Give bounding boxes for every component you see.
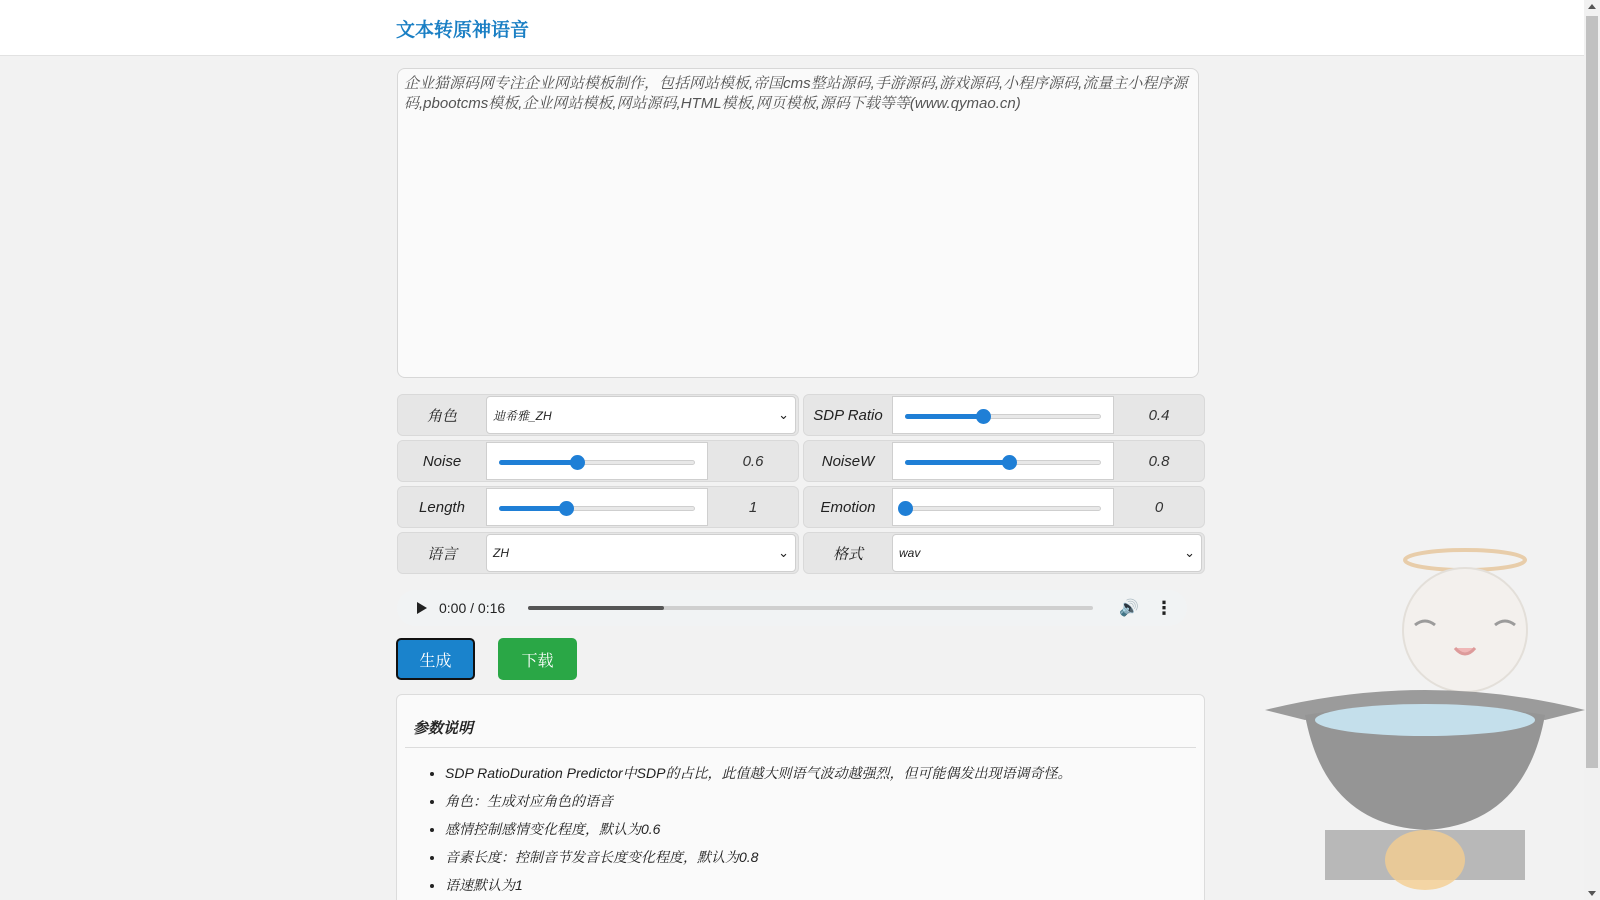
mascot-illustration bbox=[1265, 530, 1585, 900]
role-label: 角色 bbox=[398, 395, 486, 435]
audio-progress-fill bbox=[528, 606, 664, 610]
list-item: • 感情控制感情变化程度，默认为0.6 bbox=[445, 815, 1071, 843]
scrollbar-thumb[interactable] bbox=[1586, 16, 1598, 768]
scroll-up-icon[interactable] bbox=[1588, 4, 1596, 9]
format-control bbox=[803, 532, 1205, 574]
sdp-ratio-control bbox=[803, 394, 1205, 436]
audio-time: 0:00 / 0:16 bbox=[439, 600, 506, 616]
slider-fill bbox=[499, 460, 577, 465]
sdp-ratio-label: SDP Ratio bbox=[804, 395, 892, 435]
noisew-control bbox=[803, 440, 1205, 482]
language-select[interactable] bbox=[486, 534, 796, 572]
slider-track bbox=[905, 506, 1101, 511]
length-control bbox=[397, 486, 799, 528]
volume-icon[interactable]: 🔊 bbox=[1119, 600, 1139, 617]
noise-value: 0.6 bbox=[742, 452, 764, 470]
play-icon[interactable] bbox=[417, 602, 427, 614]
length-value: 1 bbox=[748, 498, 758, 516]
slider-handle[interactable] bbox=[570, 455, 585, 470]
text-input[interactable] bbox=[397, 68, 1199, 378]
audio-player bbox=[397, 590, 1187, 626]
noisew-value: 0.8 bbox=[1148, 452, 1170, 470]
slider-fill bbox=[905, 414, 983, 419]
slider-handle[interactable] bbox=[976, 409, 991, 424]
emotion-control bbox=[803, 486, 1205, 528]
more-options-icon[interactable]: ⋮ bbox=[1155, 597, 1173, 618]
format-select[interactable] bbox=[892, 534, 1202, 572]
slider-handle[interactable] bbox=[1002, 455, 1017, 470]
role-control bbox=[397, 394, 799, 436]
chevron-down-icon: ⌄ bbox=[778, 545, 789, 560]
noise-slider[interactable] bbox=[486, 442, 708, 480]
slider-fill bbox=[905, 460, 1009, 465]
role-select-value: 迪希雅_ZH bbox=[493, 408, 552, 423]
chevron-down-icon: ⌄ bbox=[778, 407, 789, 422]
format-select-value: wav bbox=[899, 546, 921, 560]
length-slider[interactable] bbox=[486, 488, 708, 526]
slider-handle[interactable] bbox=[898, 501, 913, 516]
language-control bbox=[397, 532, 799, 574]
generate-button[interactable]: 生成 bbox=[396, 638, 475, 680]
list-item: • 语速默认为1 bbox=[445, 871, 1071, 899]
language-label: 语言 bbox=[398, 533, 486, 573]
slider-handle[interactable] bbox=[559, 501, 574, 516]
help-title: 参数说明 bbox=[413, 720, 474, 737]
list-item: • 角色：生成对应角色的语音 bbox=[445, 787, 1071, 815]
divider bbox=[405, 747, 1196, 748]
top-bar bbox=[0, 0, 1584, 56]
sdp-ratio-slider[interactable] bbox=[892, 396, 1114, 434]
emotion-value: 0 bbox=[1154, 498, 1164, 516]
emotion-slider[interactable] bbox=[892, 488, 1114, 526]
format-label: 格式 bbox=[804, 533, 892, 573]
page-title: 文本转原神语音 bbox=[396, 20, 530, 41]
length-label: Length bbox=[398, 487, 486, 527]
list-item: • SDP RatioDuration Predictor中SDP的占比，此值越大则语气波动越强烈，但可能偶发出现语调奇怪。 bbox=[445, 759, 1071, 787]
scrollbar[interactable] bbox=[1584, 0, 1600, 900]
emotion-label: Emotion bbox=[804, 487, 892, 527]
scroll-down-icon[interactable] bbox=[1588, 891, 1596, 896]
help-list bbox=[429, 759, 1071, 899]
noise-control bbox=[397, 440, 799, 482]
audio-progress-bar[interactable] bbox=[528, 606, 1093, 610]
help-panel bbox=[396, 694, 1205, 900]
role-select[interactable] bbox=[486, 396, 796, 434]
slider-fill bbox=[499, 506, 566, 511]
chevron-down-icon: ⌄ bbox=[1184, 545, 1195, 560]
noisew-label: NoiseW bbox=[804, 441, 892, 481]
download-button[interactable]: 下载 bbox=[498, 638, 577, 680]
noise-label: Noise bbox=[398, 441, 486, 481]
noisew-slider[interactable] bbox=[892, 442, 1114, 480]
sdp-ratio-value: 0.4 bbox=[1148, 406, 1170, 424]
list-item: • 音素长度：控制音节发音长度变化程度，默认为0.8 bbox=[445, 843, 1071, 871]
language-select-value: ZH bbox=[493, 546, 509, 560]
